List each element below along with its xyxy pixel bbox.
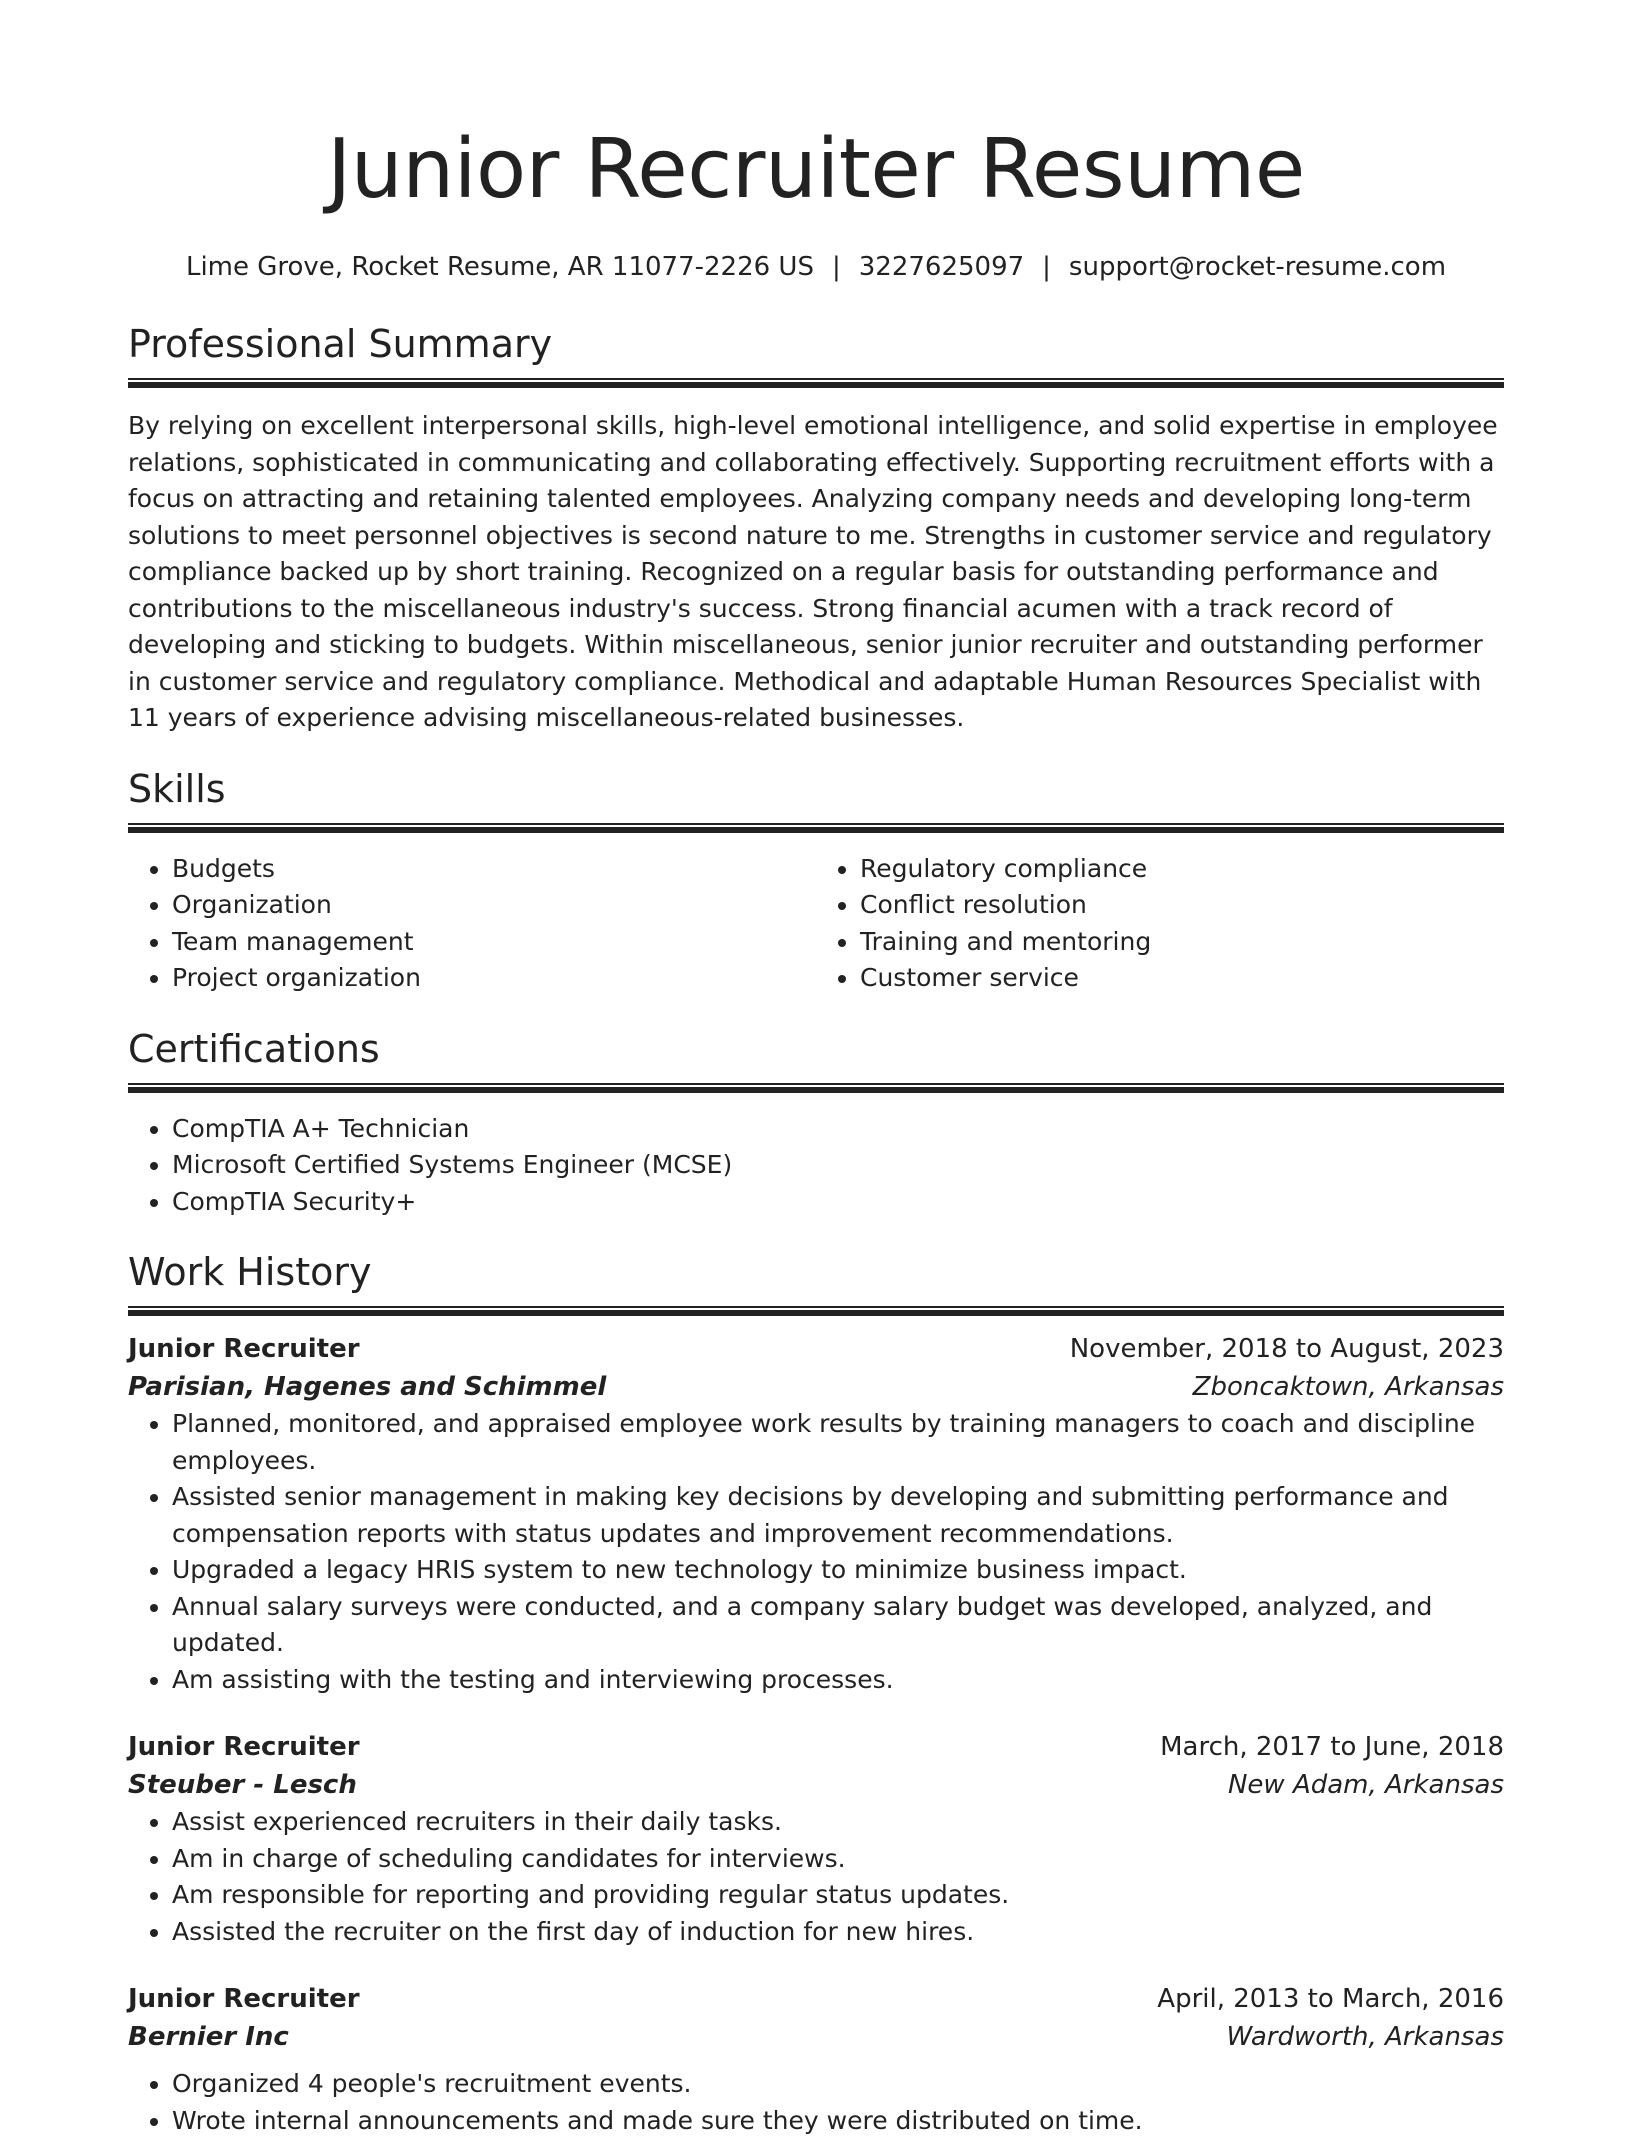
skill-item: • Customer service <box>860 960 1504 997</box>
job-bullet: • Assisted the recruiter on the first day of induction for new hires. <box>172 1914 1504 1951</box>
section-heading: Skills <box>128 765 1504 813</box>
section-divider <box>128 1306 1504 1316</box>
job-bullet: • Upgraded a legacy HRIS system to new technology to minimize business impact. <box>172 1552 1504 1589</box>
job-bullet: • Annual salary surveys were conducted, and a company salary budget was developed, analyzed, and updated. <box>172 1589 1504 1662</box>
skills-list-right <box>816 851 1504 997</box>
job-dates: November, 2018 to August, 2023 <box>1070 1330 1504 1368</box>
skill-item: • Budgets <box>172 851 816 888</box>
job-title: Junior Recruiter <box>128 1728 360 1766</box>
skill-item: • Organization <box>172 887 816 924</box>
job-company: Bernier Inc <box>128 2018 289 2056</box>
job-entry <box>128 1728 1504 1950</box>
skill-item: • Project organization <box>172 960 816 997</box>
job-bullet: • Assist experienced recruiters in their daily tasks. <box>172 1804 1504 1841</box>
job-location: New Adam, Arkansas <box>1228 1766 1504 1804</box>
certification-item: • CompTIA A+ Technician <box>172 1111 1504 1148</box>
certifications-section <box>128 1025 1504 1221</box>
certification-item: • Microsoft Certified Systems Engineer (MCSE) <box>172 1147 1504 1184</box>
job-dates: April, 2013 to March, 2016 <box>1157 1980 1504 2018</box>
section-divider <box>128 823 1504 833</box>
skills-section <box>128 765 1504 997</box>
contact-email: support@rocket-resume.com <box>1069 252 1446 282</box>
job-location: Wardworth, Arkansas <box>1227 2018 1504 2056</box>
certifications-list <box>128 1111 1504 1221</box>
job-company: Parisian, Hagenes and Schimmel <box>128 1368 606 1406</box>
work-history-section <box>128 1248 1504 2139</box>
job-entry <box>128 1980 1504 2139</box>
skills-columns <box>128 851 1504 997</box>
job-title: Junior Recruiter <box>128 1330 360 1368</box>
section-heading: Professional Summary <box>128 320 1504 368</box>
skill-item: • Regulatory compliance <box>860 851 1504 888</box>
job-bullet: • Planned, monitored, and appraised employee work results by training managers to coach and discipline employees. <box>172 1406 1504 1479</box>
job-bullet: • Am responsible for reporting and providing regular status updates. <box>172 1877 1504 1914</box>
summary-section <box>128 320 1504 737</box>
skill-item: • Team management <box>172 924 816 961</box>
contact-phone: 3227625097 <box>859 252 1024 282</box>
skill-item: • Conflict resolution <box>860 887 1504 924</box>
job-bullet: • Am in charge of scheduling candidates for interviews. <box>172 1841 1504 1878</box>
contact-separator: | <box>814 252 859 282</box>
job-bullets <box>128 2066 1504 2139</box>
job-bullet: • Am assisting with the testing and interviewing processes. <box>172 1662 1504 1699</box>
contact-address: Lime Grove, Rocket Resume, AR 11077-2226 US <box>186 252 814 282</box>
job-bullets <box>128 1406 1504 1698</box>
section-divider <box>128 378 1504 388</box>
resume-title: Junior Recruiter Resume <box>128 0 1504 222</box>
skill-item: • Training and mentoring <box>860 924 1504 961</box>
job-company: Steuber - Lesch <box>128 1766 357 1804</box>
job-bullet: • Assisted senior management in making key decisions by developing and submitting performance and compensation reports with status updates and improvement recommendations. <box>172 1479 1504 1552</box>
contact-separator: | <box>1024 252 1069 282</box>
section-divider <box>128 1083 1504 1093</box>
contact-line <box>128 250 1504 284</box>
job-location: Zboncaktown, Arkansas <box>1193 1368 1504 1406</box>
job-bullet: • Organized 4 people's recruitment events. <box>172 2066 1504 2103</box>
job-dates: March, 2017 to June, 2018 <box>1160 1728 1504 1766</box>
certification-item: • CompTIA Security+ <box>172 1184 1504 1221</box>
section-heading: Certifications <box>128 1025 1504 1073</box>
job-entry <box>128 1330 1504 1698</box>
job-title: Junior Recruiter <box>128 1980 360 2018</box>
job-bullet: • Wrote internal announcements and made sure they were distributed on time. <box>172 2103 1504 2139</box>
section-heading: Work History <box>128 1248 1504 1296</box>
summary-text: By relying on excellent interpersonal skills, high-level emotional intelligence, and solid expertise in employee relations, sophisticated in communicating and collaborating effectively. Supporting recruitment efforts with a focus on attracting and retaining talented employees. Analyzing company needs and developing long-term solutions to meet personnel objectives is second nature to me. Strengths in customer service and regulatory compliance backed up by short training. Recognized on a regular basis for outstanding performance and contributions to the miscellaneous industry's success. Strong financial acumen with a track record of developing and sticking to budgets. Within miscellaneous, senior junior recruiter and outstanding performer in customer service and regulatory compliance. Methodical and adaptable Human Resources Specialist with 11 years of experience advising miscellaneous-related businesses. <box>128 408 1504 737</box>
skills-list-left <box>128 851 816 997</box>
job-bullets <box>128 1804 1504 1950</box>
